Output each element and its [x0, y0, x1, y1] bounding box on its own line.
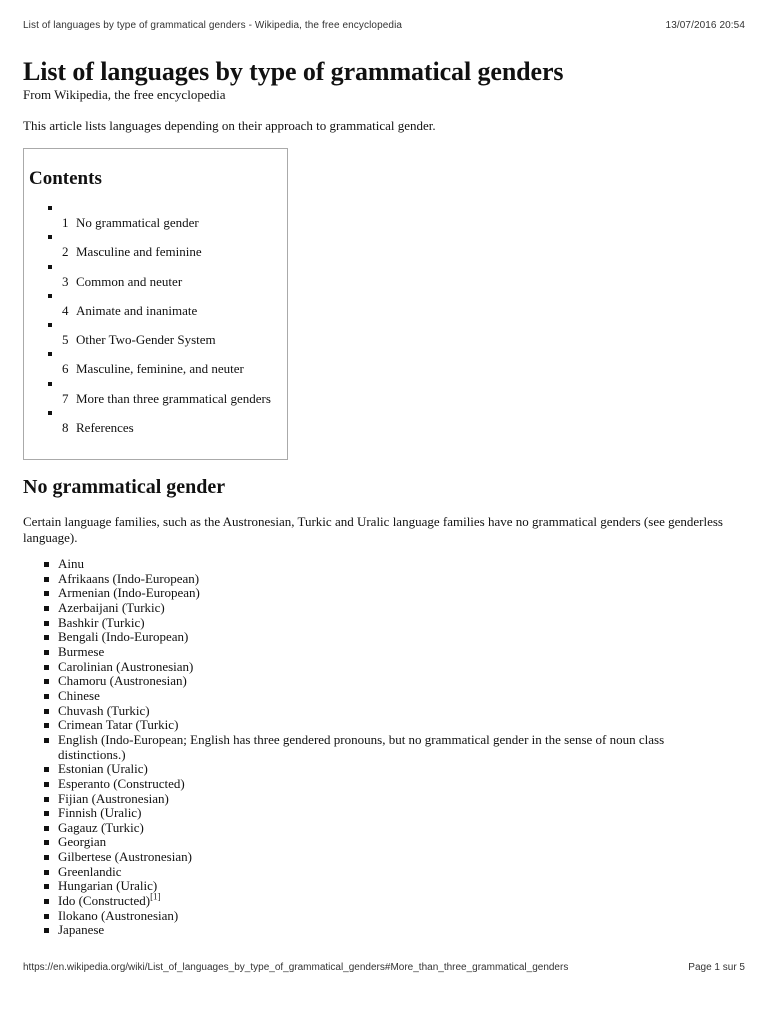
language-link[interactable]: Carolinian (Austronesian)	[58, 658, 194, 674]
toc-item-animate-inanimate[interactable]	[29, 291, 287, 320]
language-link[interactable]: Greenlandic	[58, 863, 122, 879]
bullet-icon	[44, 679, 49, 684]
toc-link[interactable]: Masculine, feminine, and neuter	[76, 361, 244, 377]
toc-title: Contents	[29, 168, 102, 189]
toc-link[interactable]: Animate and inanimate	[76, 302, 198, 318]
citation-link[interactable]: [1]	[150, 891, 161, 902]
language-link[interactable]: English (Indo-European; English has three gendered pronouns, but no grammatical gender in the sense of noun class distinctions.)	[58, 731, 665, 762]
list-item	[23, 689, 723, 704]
bullet-icon	[44, 606, 49, 611]
list-item	[23, 704, 723, 719]
toc-number: 5	[62, 332, 69, 348]
bullet-icon	[44, 738, 49, 743]
list-item	[23, 821, 723, 836]
list-item	[23, 762, 723, 777]
list-item	[23, 645, 723, 660]
section-heading: No grammatical gender	[23, 476, 226, 498]
list-item	[23, 865, 723, 880]
list-item	[23, 674, 723, 689]
bullet-icon	[48, 411, 52, 415]
language-link[interactable]: Ainu	[58, 556, 84, 571]
bullet-icon	[44, 914, 49, 919]
language-link[interactable]: Crimean Tatar (Turkic)	[58, 717, 179, 733]
list-item	[23, 718, 723, 733]
bullet-icon	[44, 884, 49, 889]
print-footer	[23, 962, 745, 973]
bullet-icon	[48, 294, 52, 298]
language-link[interactable]: Armenian (Indo-European)	[58, 585, 200, 601]
toc-number: 6	[62, 361, 69, 377]
bullet-icon	[44, 694, 49, 699]
language-link[interactable]: Ilokano (Austronesian)	[58, 907, 179, 923]
list-item	[23, 616, 723, 631]
print-header-datetime: 13/07/2016 20:54	[665, 20, 745, 31]
language-link[interactable]: Afrikaans (Indo-European)	[58, 570, 200, 586]
language-link[interactable]: Azerbaijani (Turkic)	[58, 599, 165, 615]
bullet-icon	[48, 382, 52, 386]
toc-link[interactable]: Other Two-Gender System	[76, 332, 216, 348]
toc-link[interactable]: Common and neuter	[76, 273, 183, 289]
list-item	[23, 601, 723, 616]
list-item	[23, 891, 723, 909]
language-link[interactable]: Chuvash (Turkic)	[58, 702, 150, 718]
bullet-icon	[48, 235, 52, 239]
list-item	[23, 660, 723, 675]
toc-item-more-than-three[interactable]	[29, 379, 287, 408]
print-header	[23, 20, 745, 31]
bullet-icon	[44, 840, 49, 845]
list-item	[23, 733, 723, 762]
bullet-icon	[44, 782, 49, 787]
language-link[interactable]: Esperanto (Constructed)	[58, 775, 185, 791]
print-header-title: List of languages by type of grammatical genders - Wikipedia, the free encyclopedia	[23, 20, 403, 31]
list-item	[23, 879, 723, 894]
bullet-icon	[44, 811, 49, 816]
bullet-icon	[44, 665, 49, 670]
list-item	[23, 923, 723, 938]
language-link[interactable]: Burmese	[58, 643, 105, 659]
bullet-icon	[44, 591, 49, 596]
bullet-icon	[44, 562, 49, 567]
bullet-icon	[44, 797, 49, 802]
toc-item-masculine-feminine[interactable]	[29, 232, 287, 261]
toc-list	[29, 203, 287, 437]
language-link[interactable]: Gilbertese (Austronesian)	[58, 849, 192, 865]
bullet-icon	[48, 323, 52, 327]
toc-number: 7	[62, 390, 69, 406]
toc-link[interactable]: Masculine and feminine	[76, 244, 202, 260]
language-link[interactable]: Fijian (Austronesian)	[58, 790, 169, 806]
bullet-icon	[44, 899, 49, 904]
table-of-contents	[23, 148, 288, 460]
toc-link[interactable]: No grammatical gender	[76, 215, 199, 230]
toc-item-masculine-feminine-neuter[interactable]	[29, 349, 287, 378]
bullet-icon	[44, 870, 49, 875]
language-link[interactable]: Gagauz (Turkic)	[58, 819, 144, 835]
section-paragraph: Certain language families, such as the Austronesian, Turkic and Uralic language families have no grammatical genders (see genderless language).	[23, 514, 723, 545]
list-item	[23, 792, 723, 807]
language-link[interactable]: Chinese	[58, 687, 100, 703]
language-link[interactable]: Hungarian (Uralic)	[58, 878, 158, 894]
toc-number: 8	[62, 420, 69, 436]
toc-number: 2	[62, 244, 69, 260]
bullet-icon	[44, 928, 49, 933]
language-link[interactable]: Chamoru (Austronesian)	[58, 673, 187, 689]
bullet-icon	[44, 650, 49, 655]
toc-number: 1	[62, 215, 69, 230]
bullet-icon	[44, 621, 49, 626]
bullet-icon	[44, 709, 49, 714]
bullet-icon	[44, 855, 49, 860]
toc-item-references[interactable]	[29, 408, 287, 437]
list-item	[23, 777, 723, 792]
language-list	[23, 557, 745, 938]
language-link[interactable]: Bengali (Indo-European)	[58, 629, 189, 645]
intro-paragraph: This article lists languages depending on their approach to grammatical gender.	[23, 118, 436, 133]
language-link[interactable]: Bashkir (Turkic)	[58, 614, 145, 630]
toc-item-other-two-gender[interactable]	[29, 320, 287, 349]
list-item	[23, 850, 723, 865]
list-item	[23, 586, 723, 601]
language-link[interactable]: Georgian	[58, 834, 107, 850]
bullet-icon	[48, 265, 52, 269]
bullet-icon	[44, 635, 49, 640]
bullet-icon	[44, 767, 49, 772]
language-link[interactable]: Estonian (Uralic)	[58, 761, 148, 777]
list-item	[23, 806, 723, 821]
toc-item-no-gender[interactable]	[29, 203, 287, 232]
page-number: Page 1 sur 5	[688, 962, 745, 973]
page-title: List of languages by type of grammatical genders	[23, 57, 564, 86]
list-item	[23, 557, 723, 572]
toc-item-common-neuter[interactable]	[29, 262, 287, 291]
toc-link[interactable]: More than three grammatical genders	[76, 390, 271, 406]
toc-number: 4	[62, 302, 69, 318]
page-subtitle: From Wikipedia, the free encyclopedia	[23, 87, 226, 102]
list-item	[23, 630, 723, 645]
toc-number: 3	[62, 273, 69, 289]
bullet-icon	[44, 826, 49, 831]
language-link[interactable]: Ido (Constructed)	[58, 893, 151, 909]
list-item	[23, 835, 723, 850]
article-content	[23, 57, 745, 938]
list-item	[23, 909, 723, 924]
bullet-icon	[44, 577, 49, 582]
bullet-icon	[48, 206, 52, 210]
language-link[interactable]: Japanese	[58, 922, 105, 938]
bullet-icon	[48, 352, 52, 356]
page-url: https://en.wikipedia.org/wiki/List_of_languages_by_type_of_grammatical_genders#More_than_three_grammatical_genders	[23, 962, 569, 973]
bullet-icon	[44, 723, 49, 728]
toc-link[interactable]: References	[76, 420, 134, 436]
list-item	[23, 572, 723, 587]
language-link[interactable]: Finnish (Uralic)	[58, 805, 142, 821]
